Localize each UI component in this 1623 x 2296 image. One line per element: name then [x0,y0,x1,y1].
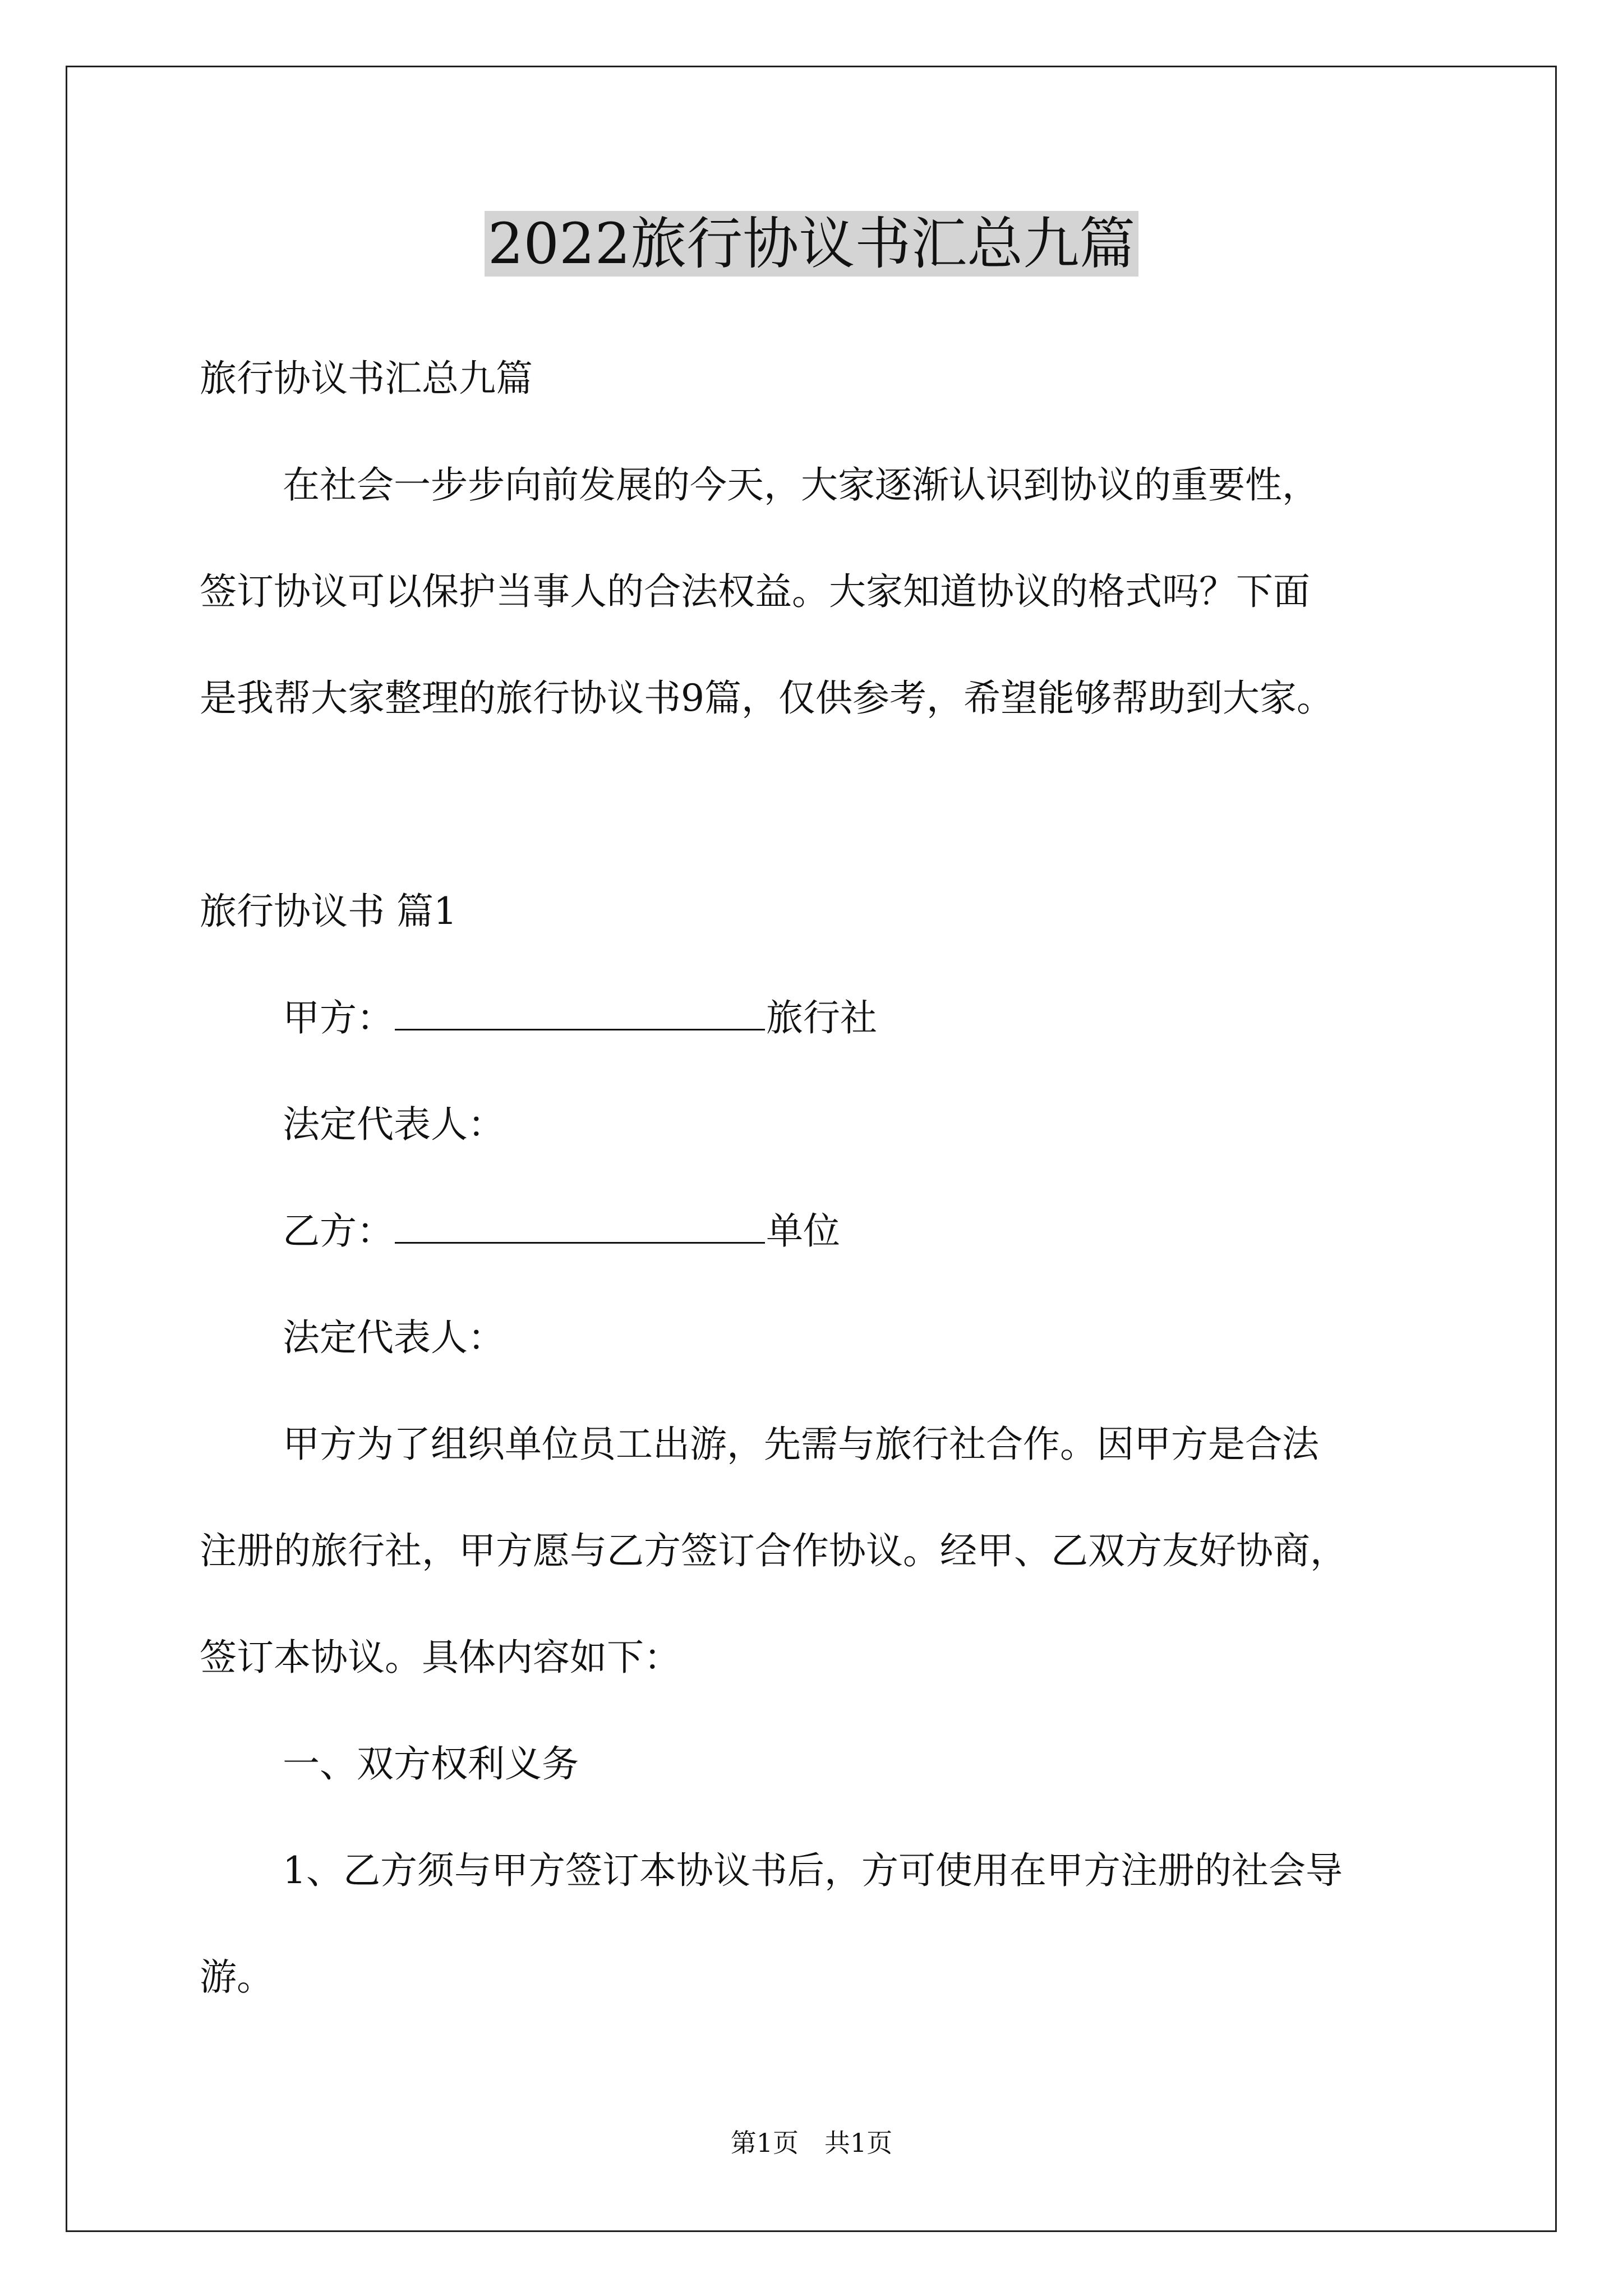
intro-line-2: 签订协议可以保护当事人的合法权益。大家知道协议的格式吗？下面 [200,570,1310,613]
party-a-line [283,990,877,1046]
section-heading: 旅行协议书 篇1 [200,890,457,933]
party-b-line [283,1203,840,1259]
page-footer: 第1页 共1页 [730,2128,893,2158]
party-a-blank [395,995,765,1030]
document-subtitle: 旅行协议书汇总九篇 [200,357,533,400]
clause-1-line-2: 游。 [200,1955,274,1999]
party-b-blank [395,1208,765,1244]
clause-1-line-1: 1、乙方须与甲方签订本协议书后，方可使用在甲方注册的社会导 [283,1849,1343,1892]
clause-heading: 一、双方权利义务 [283,1742,579,1786]
intro-line-1: 在社会一步步向前发展的今天，大家逐渐认识到协议的重要性， [283,463,1319,507]
party-a-suffix: 旅行社 [766,996,877,1039]
document-title: 2022旅行协议书汇总九篇 [0,199,1623,289]
party-a-label: 甲方： [283,996,394,1039]
party-b-suffix: 单位 [766,1209,840,1253]
body-line-2: 注册的旅行社，甲方愿与乙方签订合作协议。经甲、乙双方友好协商， [200,1529,1347,1572]
legal-rep-b: 法定代表人： [283,1316,505,1359]
body-line-1: 甲方为了组织单位员工出游，先需与旅行社合作。因甲方是合法 [283,1423,1319,1466]
legal-rep-a: 法定代表人： [283,1103,505,1146]
intro-line-3: 是我帮大家整理的旅行协议书9篇，仅供参考，希望能够帮助到大家。 [200,677,1334,720]
party-b-label: 乙方： [283,1209,394,1253]
body-line-3: 签订本协议。具体内容如下： [200,1636,681,1679]
